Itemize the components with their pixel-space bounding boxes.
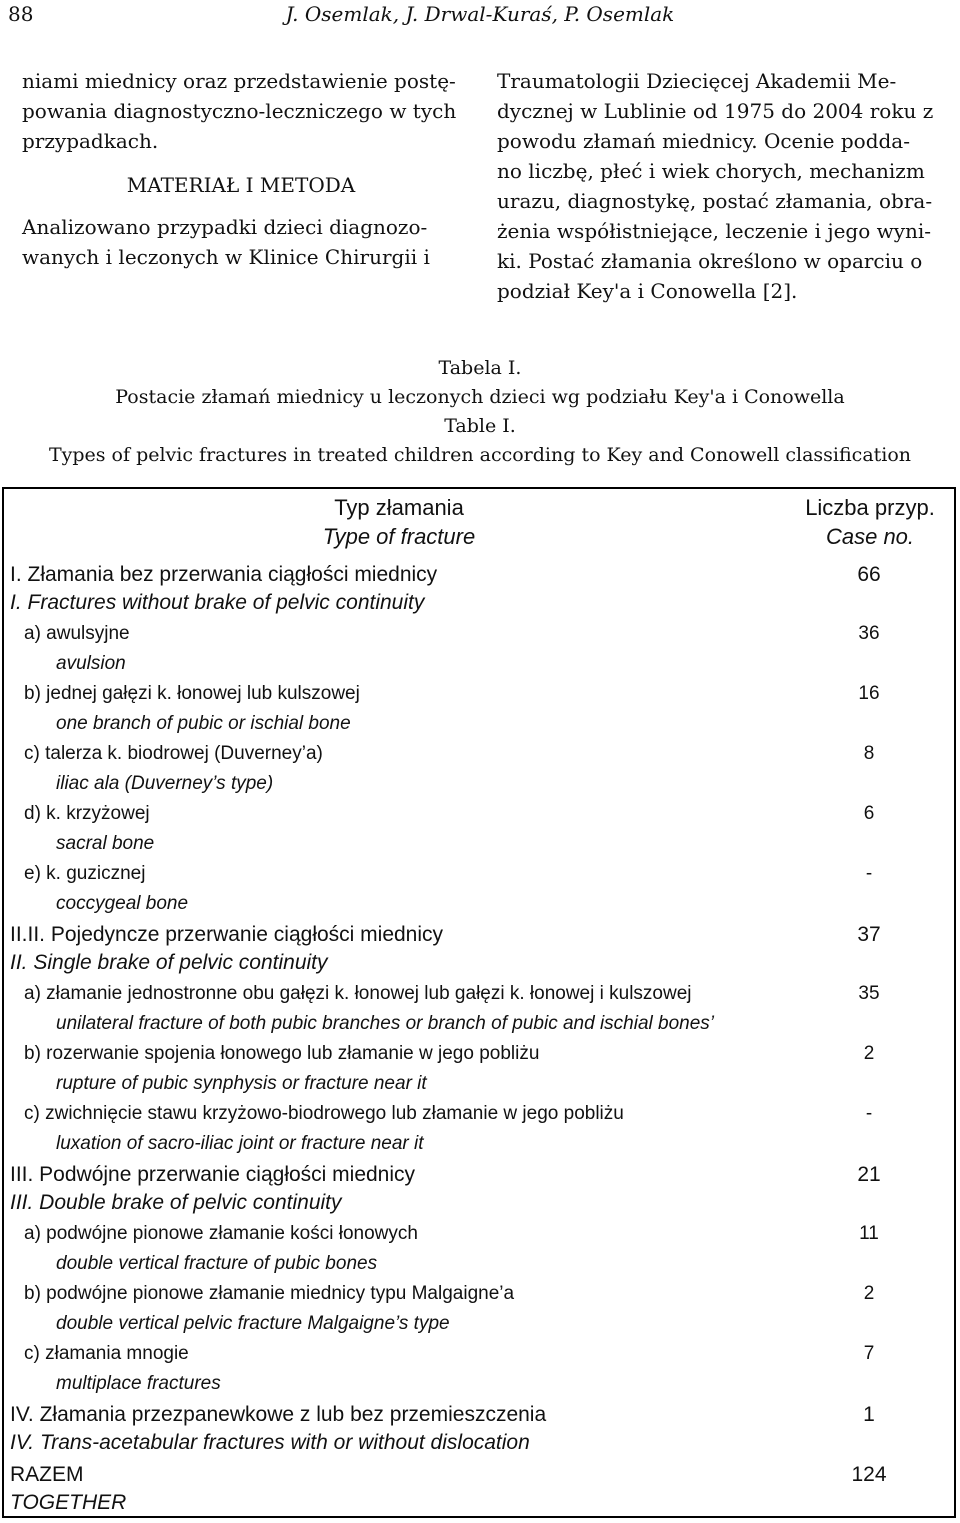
- group-label-en: I. Fractures without brake of pelvic continuity: [10, 591, 425, 614]
- item-label-en: double vertical pelvic fracture Malgaigne’s type: [56, 1313, 450, 1334]
- case-count: 21: [857, 1163, 881, 1186]
- page-header: [0, 0, 960, 40]
- right-line-6: żenia współistniejące, leczenie i jego wyni-: [497, 219, 932, 243]
- group-label-pl: IV. Złamania przezpanewkowe z lub bez przemieszczenia: [10, 1403, 547, 1426]
- right-line-1: Traumatologii Dziecięcej Akademii Me-: [497, 69, 897, 93]
- item-label-pl: b) jednej gałęzi k. łonowej lub kulszowej: [24, 683, 360, 704]
- section-heading: MATERIAŁ I METODA: [126, 173, 356, 197]
- right-line-5: urazu, diagnostykę, postać złamania, obra-: [497, 189, 933, 213]
- item-label-pl: b) podwójne pionowe złamanie miednicy typu Malgaigne’a: [24, 1283, 515, 1304]
- item-label-en: rupture of pubic synphysis or fracture near it: [56, 1073, 427, 1094]
- fracture-types-table: [2, 487, 956, 1518]
- right-column: [497, 66, 951, 306]
- case-count: -: [865, 863, 873, 884]
- case-count: 7: [863, 1343, 875, 1364]
- left-line-4: Analizowano przypadki dzieci diagnozo-: [22, 215, 428, 239]
- case-count: 8: [863, 743, 875, 764]
- case-count: 2: [863, 1043, 875, 1064]
- item-label-en: multiplace fractures: [56, 1373, 221, 1394]
- group-label-pl: I. Złamania bez przerwania ciągłości miednicy: [10, 563, 438, 586]
- left-line-2: powania diagnostyczno-leczniczego w tych: [22, 99, 457, 123]
- group-label-en: TOGETHER: [10, 1491, 127, 1514]
- item-label-en: iliac ala (Duverney’s type): [56, 773, 274, 794]
- case-count: 124: [851, 1463, 887, 1486]
- group-label-pl: II.II. Pojedyncze przerwanie ciągłości miednicy: [10, 923, 444, 946]
- header-type-en: Type of fracture: [322, 524, 476, 549]
- group-label-en: III. Double brake of pelvic continuity: [10, 1191, 342, 1214]
- running-head-authors: J. Osemlak, J. Drwal-Kuraś, P. Osemlak: [285, 2, 675, 26]
- case-count: 36: [858, 623, 880, 644]
- item-label-en: sacral bone: [56, 833, 155, 854]
- item-label-pl: d) k. krzyżowej: [24, 803, 150, 824]
- item-label-en: coccygeal bone: [56, 893, 189, 914]
- left-column: [22, 66, 460, 272]
- item-label-pl: e) k. guzicznej: [24, 863, 146, 884]
- group-label-en: IV. Trans-acetabular fractures with or without dislocation: [10, 1431, 530, 1454]
- item-label-en: unilateral fracture of both pubic branches or branch of pubic and ischial bones’: [56, 1013, 715, 1034]
- case-count: 2: [863, 1283, 875, 1304]
- group-label-en: II. Single brake of pelvic continuity: [10, 951, 328, 974]
- item-label-en: one branch of pubic or ischial bone: [56, 713, 351, 734]
- item-label-pl: c) złamania mnogie: [24, 1343, 189, 1364]
- table-caption: [0, 354, 960, 470]
- case-count: 66: [857, 563, 881, 586]
- left-line-5: wanych i leczonych w Klinice Chirurgii i: [22, 245, 430, 269]
- item-label-pl: a) podwójne pionowe złamanie kości łonowych: [24, 1223, 418, 1244]
- case-count: 16: [858, 683, 880, 704]
- caption-pl-title: Postacie złamań miednicy u leczonych dzieci wg podziału Key'a i Conowella: [115, 386, 845, 408]
- header-count-pl: Liczba przyp.: [805, 495, 935, 520]
- left-line-1: niami miednicy oraz przedstawienie postę-: [22, 69, 456, 93]
- header-type-pl: Typ złamania: [334, 495, 464, 520]
- page-number: 88: [8, 2, 34, 26]
- item-label-pl: a) złamanie jednostronne obu gałęzi k. łonowej lub gałęzi k. łonowej i kulszowej: [24, 983, 692, 1004]
- group-label-pl: III. Podwójne przerwanie ciągłości miednicy: [10, 1163, 416, 1186]
- item-label-en: double vertical fracture of pubic bones: [56, 1253, 378, 1274]
- case-count: 35: [858, 983, 880, 1004]
- right-line-4: no liczbę, płeć i wiek chorych, mechanizm: [497, 159, 925, 183]
- caption-pl-label: Tabela I.: [438, 357, 522, 379]
- case-count: 6: [863, 803, 875, 824]
- right-line-8: podział Key'a i Conowella [2].: [497, 279, 798, 303]
- header-count-en: Case no.: [825, 524, 915, 549]
- group-label-pl: RAZEM: [10, 1463, 84, 1486]
- item-label-pl: b) rozerwanie spojenia łonowego lub złamanie w jego pobliżu: [24, 1043, 540, 1064]
- left-line-3: przypadkach.: [22, 129, 159, 153]
- caption-en-title: Types of pelvic fractures in treated children according to Key and Conowell classification: [48, 444, 912, 466]
- case-count: 1: [863, 1403, 875, 1426]
- item-label-en: luxation of sacro-iliac joint or fracture near it: [56, 1133, 424, 1154]
- item-label-pl: c) talerza k. biodrowej (Duverney’a): [24, 743, 323, 764]
- case-count: 37: [857, 923, 881, 946]
- case-count: 11: [859, 1223, 879, 1244]
- caption-en-label: Table I.: [444, 415, 516, 437]
- right-line-3: powodu złamań miednicy. Ocenie podda-: [497, 129, 910, 153]
- item-label-pl: c) zwichnięcie stawu krzyżowo-biodrowego lub złamanie w jego pobliżu: [24, 1103, 624, 1124]
- item-label-pl: a) awulsyjne: [24, 623, 130, 644]
- right-line-2: dycznej w Lublinie od 1975 do 2004 roku z: [497, 99, 934, 123]
- right-line-7: ki. Postać złamania określono w oparciu o: [497, 249, 923, 273]
- item-label-en: avulsion: [56, 653, 126, 674]
- case-count: -: [865, 1103, 873, 1124]
